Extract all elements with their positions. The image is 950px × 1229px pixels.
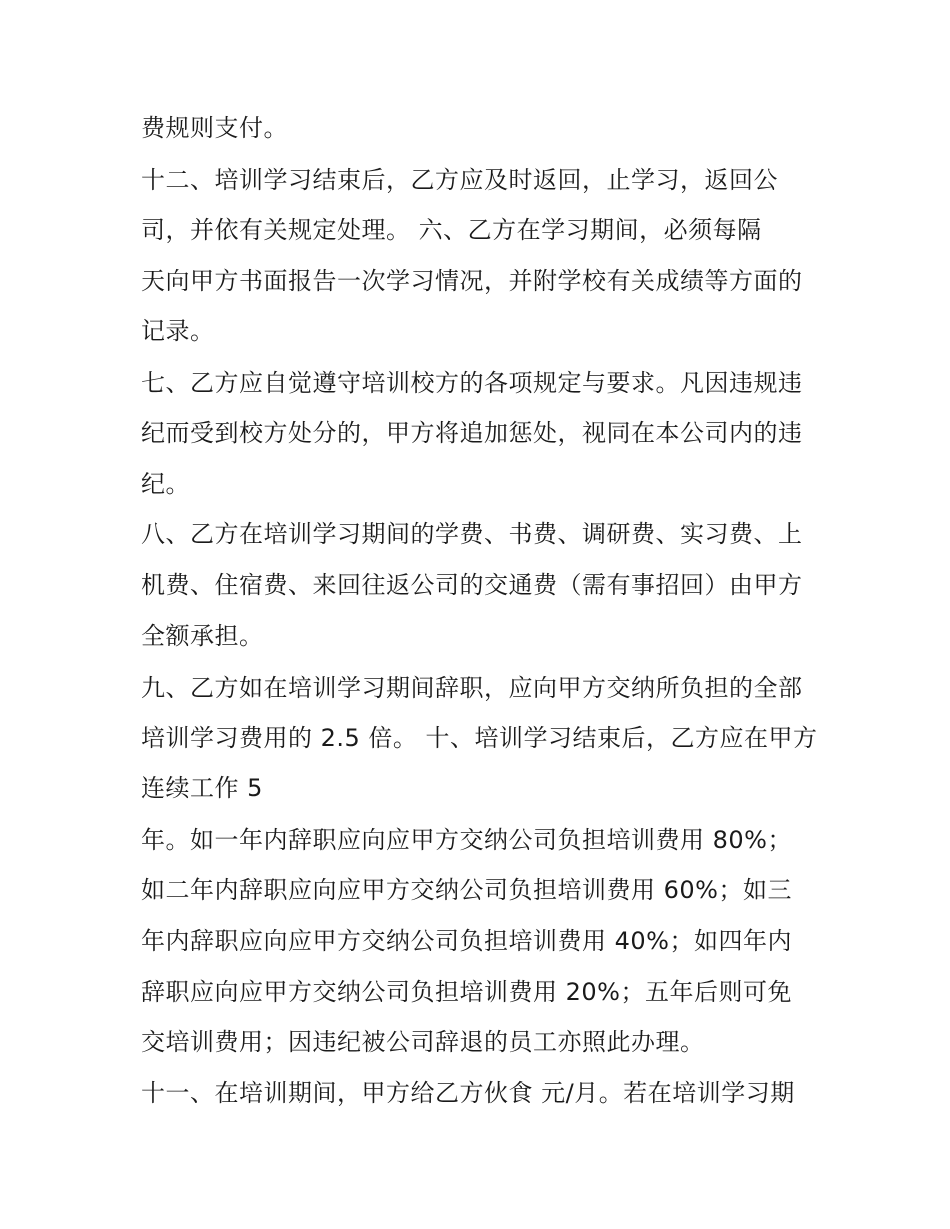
text-line: 九、乙方如在培训学习期间辞职，应向甲方交纳所负担的全部 (141, 674, 803, 702)
text-line: 七、乙方应自觉遵守培训校方的各项规定与要求。凡因违规违 (141, 369, 803, 397)
text-line: 司，并依有关规定处理。 六、乙方在学习期间，必须每隔 (141, 216, 762, 244)
text-line: 连续工作 5 (141, 774, 263, 802)
text-line: 记录。 (141, 317, 215, 345)
text-line: 机费、住宿费、来回往返公司的交通费（需有事招回）由甲方 (141, 571, 803, 599)
text-line: 天向甲方书面报告一次学习情况，并附学校有关成绩等方面的 (141, 267, 803, 295)
text-line: 八、乙方在培训学习期间的学费、书费、调研费、实习费、上 (141, 520, 803, 548)
text-line: 十一、在培训期间，甲方给乙方伙食 元/月。若在培训学习期 (141, 1079, 795, 1107)
text-line: 纪。 (141, 470, 190, 498)
text-line: 十二、培训学习结束后，乙方应及时返回，止学习，返回公 (141, 166, 778, 194)
text-line: 年。如一年内辞职应向应甲方交纳公司负担培训费用 80%； (141, 826, 792, 854)
text-line: 年内辞职应向应甲方交纳公司负担培训费用 40%；如四年内 (141, 927, 792, 955)
text-line: 如二年内辞职应向应甲方交纳公司负担培训费用 60%；如三 (141, 876, 792, 904)
text-line: 辞职应向应甲方交纳公司负担培训费用 20%；五年后则可免 (141, 978, 792, 1006)
text-line: 全额承担。 (141, 622, 264, 650)
text-line: 费规则支付。 (141, 114, 288, 142)
text-line: 培训学习费用的 2.5 倍。 十、培训学习结束后，乙方应在甲方 (141, 724, 818, 752)
text-line: 交培训费用；因违纪被公司辞退的员工亦照此办理。 (141, 1028, 705, 1056)
text-line: 纪而受到校方处分的，甲方将追加惩处，视同在本公司内的违 (141, 419, 803, 447)
